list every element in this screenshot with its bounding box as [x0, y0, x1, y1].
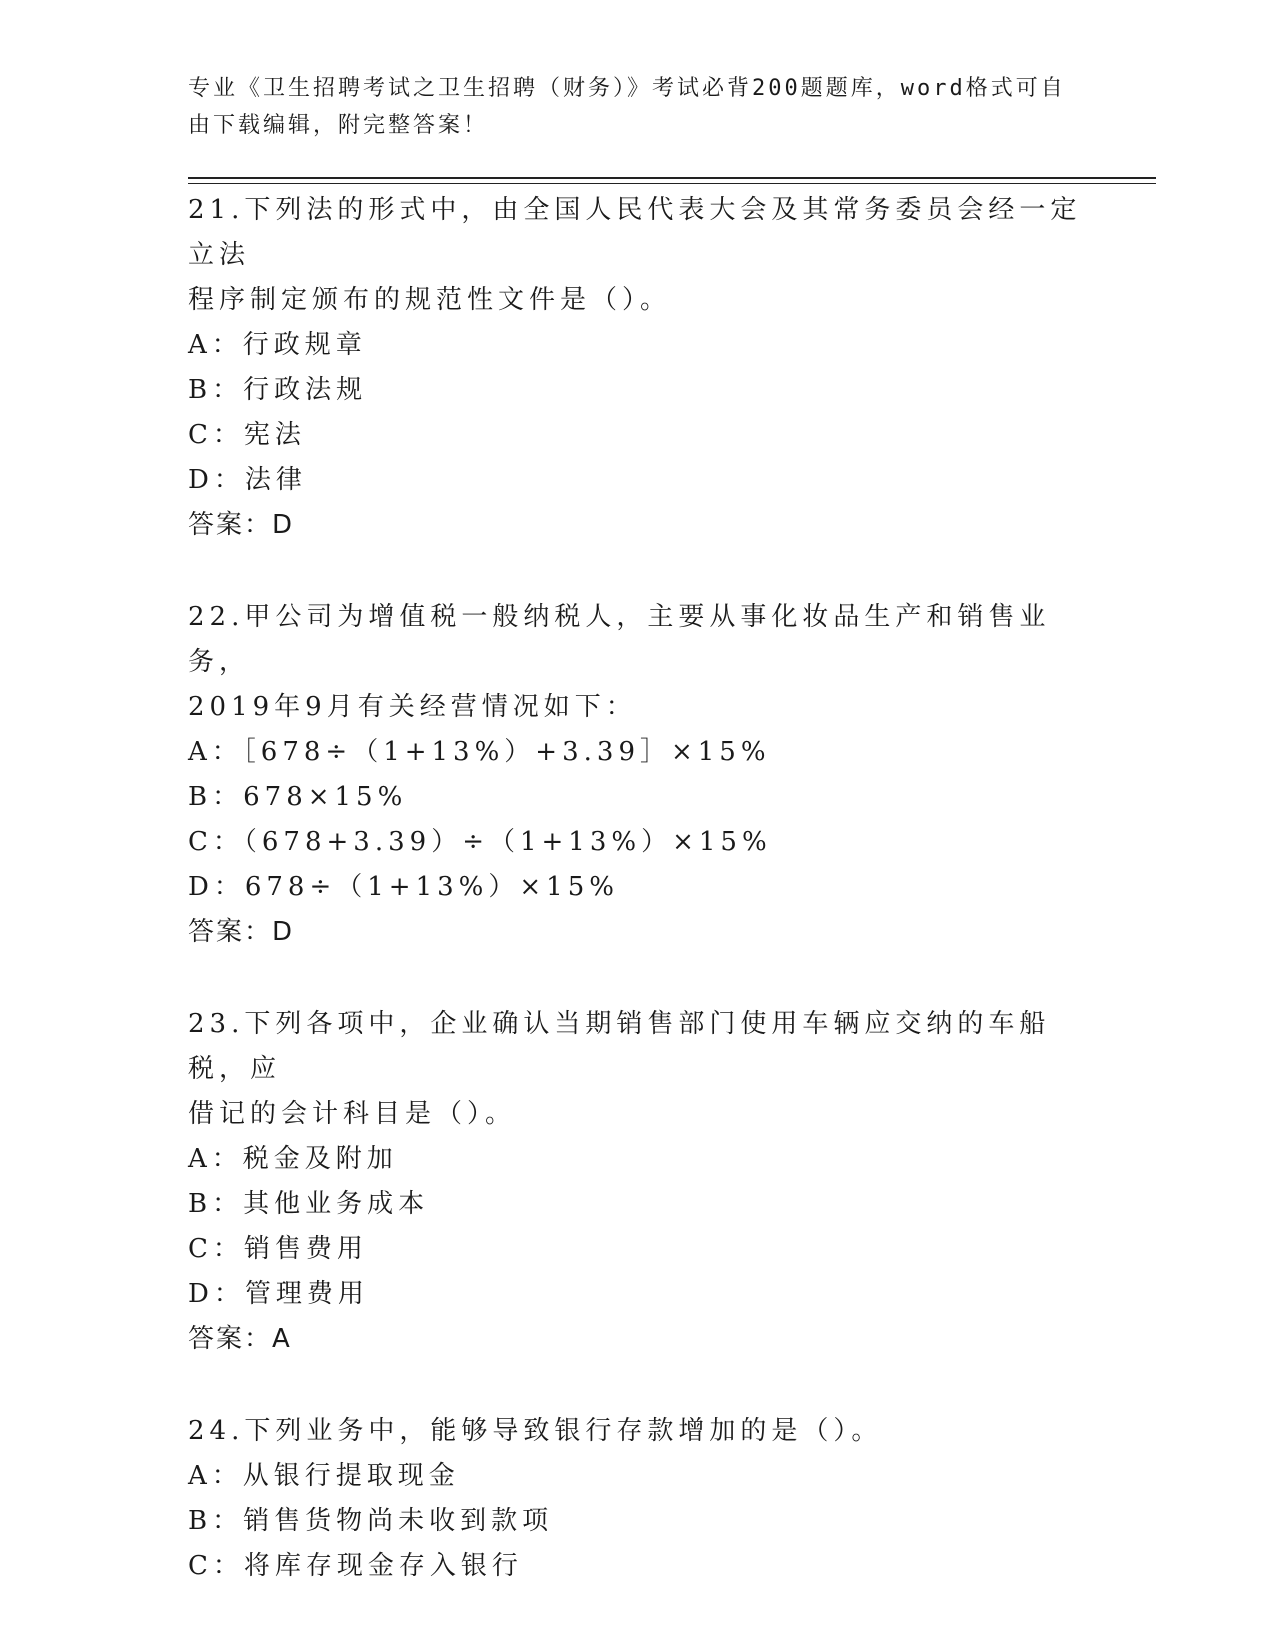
header-divider-thick [188, 177, 1156, 179]
answer: 答案：D [188, 510, 295, 540]
question-stem: 21.下列法的形式中，由全国人民代表大会及其常务委员会经一定立法 [188, 195, 1082, 270]
question-stem: 24.下列业务中，能够导致银行存款增加的是（）。 [188, 1416, 883, 1446]
option-b: B：行政法规 [188, 375, 368, 405]
option-c: C：销售费用 [188, 1234, 368, 1264]
option-b: B：销售货物尚未收到款项 [188, 1506, 554, 1536]
question-21 [188, 188, 1088, 548]
option-a: A：从银行提取现金 [188, 1461, 460, 1491]
question-stem-continued: 程序制定颁布的规范性文件是（）。 [188, 285, 672, 315]
header-line-1: 专业《卫生招聘考试之卫生招聘（财务）》考试必背200题题库，word格式可自 [188, 76, 1066, 101]
option-a: A：［678÷（1+13%）+3.39］×15% [188, 737, 771, 767]
header-divider-thin [188, 183, 1156, 184]
question-24 [188, 1409, 1088, 1589]
option-c: C：（678+3.39）÷（1+13%）×15% [188, 827, 772, 857]
document-header [188, 70, 1068, 144]
option-d: D：678÷（1+13%）×15% [188, 872, 619, 902]
question-stem: 23.下列各项中，企业确认当期销售部门使用车辆应交纳的车船税，应 [188, 1009, 1051, 1084]
option-b: B：其他业务成本 [188, 1189, 430, 1219]
option-c: C：宪法 [188, 420, 306, 450]
header-line-2: 由下载编辑，附完整答案！ [188, 113, 489, 138]
option-d: D：管理费用 [188, 1279, 369, 1309]
option-a: A：行政规章 [188, 330, 367, 360]
question-22 [188, 595, 1088, 955]
option-b: B：678×15% [188, 782, 408, 812]
question-stem-continued: 借记的会计科目是（）。 [188, 1099, 517, 1129]
question-list [188, 188, 1088, 1636]
question-stem: 22.甲公司为增值税一般纳税人，主要从事化妆品生产和销售业务， [188, 602, 1051, 677]
question-23 [188, 1002, 1088, 1362]
option-a: A：税金及附加 [188, 1144, 398, 1174]
question-stem-continued: 2019年9月有关经营情况如下： [188, 692, 637, 722]
answer: 答案：A [188, 1324, 292, 1354]
option-c: C：将库存现金存入银行 [188, 1551, 523, 1581]
answer: 答案：D [188, 917, 295, 947]
option-d: D：法律 [188, 465, 307, 495]
